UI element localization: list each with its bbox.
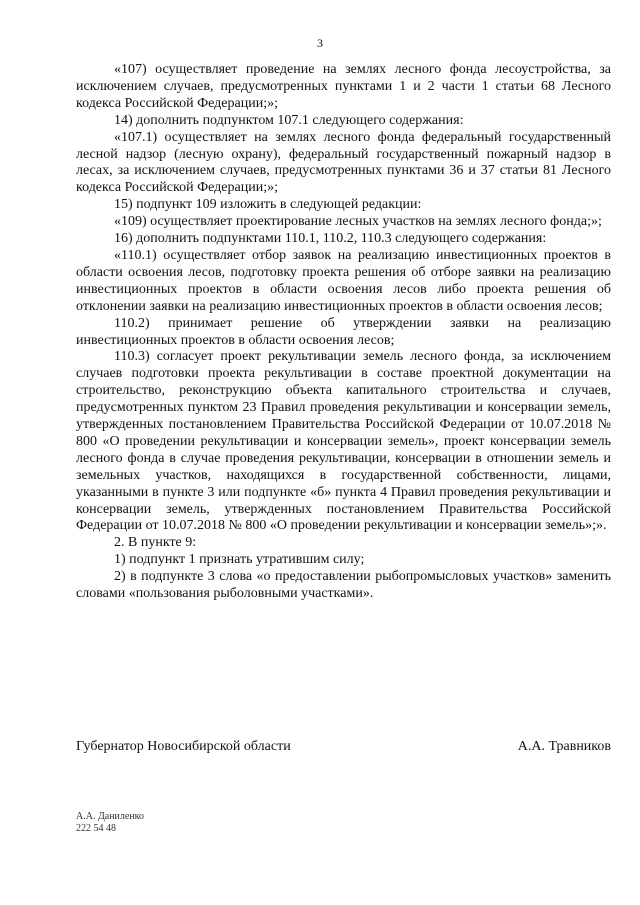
paragraph-item-110-2: 110.2) принимает решение об утверждении заявки на реализацию инвестиционных проектов в области освоения лесов; bbox=[76, 315, 611, 348]
executor-name: А.А. Даниленко bbox=[76, 811, 145, 822]
executor-phone: 222 54 48 bbox=[76, 823, 116, 834]
paragraph-item-107: «107) осуществляет проведение на землях лесного фонда лесоустройства, за исключением случаев, предусмотренных пунктами 1 и 2 части 1 статьи 68 Лесного кодекса Российской Федерации;»; bbox=[76, 62, 611, 111]
document-body bbox=[76, 62, 611, 603]
paragraph-item-109: «109) осуществляет проектирование лесных участков на землях лесного фонда;»; bbox=[114, 214, 602, 230]
signatory-name: А.А. Травников bbox=[517, 739, 611, 754]
paragraph-item-107-1: «107.1) осуществляет на землях лесного фонда федеральный государственный лесной надзор (лесную охрану), федеральный государственный пожарный надзор в лесах, за исключением случаев, предусмотренных пунктами 36 и 37 статьи 81 Лесного кодекса Российской Федерации;»; bbox=[76, 129, 611, 196]
paragraph-item-110-3: 110.3) согласует проект рекультивации земель лесного фонда, за исключением случаев подготовки проекта рекультивации в составе проектной документации на строительство, реконструкцию объекта капитального строительства и случаев, предусмотренных пунктом 23 Правил проведения рекультивации и консервации земель, утвержденных постановлением Правительства Российской Федерации от 10.07.2018 № 800 «О проведении рекультивации и консервации земель», проект консервации земель лесного фонда в случае проведения рекультивации, консервации в отношении земель и земельных участков, находящихся в государственной собственности, лицами, указанными в пункте 3 или подпункте «б» пункта 4 Правил проведения рекультивации и консервации земель, утвержденных постановлением Правительства Российской Федерации от 10.07.2018 № 800 «О проведении рекультивации и консервации земель»;». bbox=[76, 349, 611, 534]
page-number: 3 bbox=[317, 36, 323, 50]
signatory-position: Губернатор Новосибирской области bbox=[76, 739, 291, 754]
paragraph-item-110-1: «110.1) осуществляет отбор заявок на реализацию инвестиционных проектов в области освоения лесов, подготовку проекта решения об отборе заявки на реализацию инвестиционных проектов в области освоения лесов либо проекта решения об отклонении заявки на реализацию инвестиционных проектов в области освоения лесов; bbox=[76, 247, 611, 314]
executor-block bbox=[76, 811, 144, 835]
paragraph-amendment-16: 16) дополнить подпунктами 110.1, 110.2, 110.3 следующего содержания: bbox=[114, 231, 547, 247]
paragraph-subitem-1: 1) подпункт 1 признать утратившим силу; bbox=[114, 552, 365, 568]
paragraph-amendment-14: 14) дополнить подпунктом 107.1 следующего содержания: bbox=[114, 112, 464, 128]
paragraph-section-2: 2. В пункте 9: bbox=[114, 535, 197, 551]
paragraph-subitem-2: 2) в подпункте 3 слова «о предоставлении рыбопромысловых участков» заменить словами «пользования рыболовными участками». bbox=[76, 569, 611, 602]
paragraph-amendment-15: 15) подпункт 109 изложить в следующей редакции: bbox=[114, 197, 422, 213]
